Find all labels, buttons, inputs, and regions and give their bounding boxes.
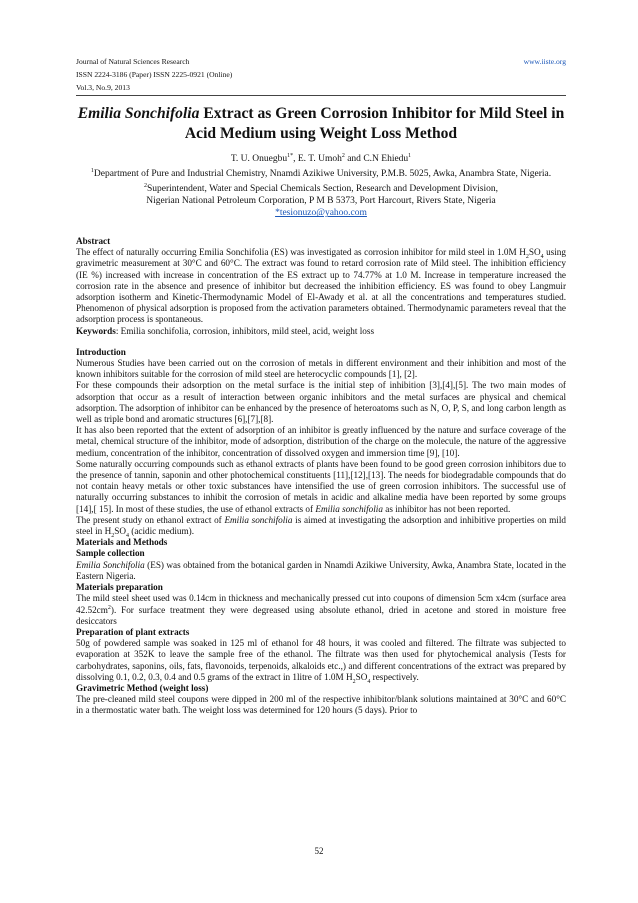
keywords-label: Keywords	[76, 325, 116, 336]
intro-p5-a: The present study on ethanol extract of	[76, 514, 225, 525]
journal-name: Journal of Natural Sciences Research	[76, 57, 190, 66]
keywords-text: : Emilia sonchifolia, corrosion, inhibitors, mild steel, acid, weight loss	[115, 325, 375, 336]
sample-italic: Emilia Sonchifolia	[76, 559, 145, 570]
sub: 4	[125, 532, 129, 539]
materials-prep-text	[76, 593, 566, 627]
affiliation-2-line1: Superintendent, Water and Special Chemicals Section, Research and Development Division,	[147, 184, 498, 195]
introduction-heading: Introduction	[76, 346, 126, 357]
paper-body	[76, 236, 566, 717]
title-rest: Extract as Green Corrosion Inhibitor for Mild Steel in Acid Medium using Weight Loss Method	[184, 105, 565, 142]
intro-p5-italic: Emilia sonchifolia	[224, 514, 293, 525]
intro-paragraph-5	[76, 515, 566, 537]
affiliation-2	[76, 180, 566, 195]
materials-text-2: ). For surface treatment they were degreased using absolute ethanol, dried in acetone and stored in moisture free desiccators	[76, 604, 566, 626]
sub: 4	[540, 254, 544, 261]
header-divider	[76, 95, 566, 96]
sub: 2	[111, 532, 115, 539]
plant-extracts-text	[76, 638, 566, 683]
plant-text-2: SO	[355, 671, 368, 682]
intro-paragraph-4	[76, 459, 566, 515]
title-italic: Emilia Sonchifolia	[77, 105, 200, 122]
affiliation-1	[76, 165, 566, 180]
intro-p5-b: is aimed at investigating the adsorption and inhibitive properties on mild steel in H	[76, 514, 566, 537]
materials-prep-heading: Materials preparation	[76, 582, 163, 593]
page-number: 52	[314, 846, 324, 856]
affiliation-2-line2: Nigerian National Petroleum Corporation, P M B 5373, Port Harcourt, Rivers State, Nigeria	[146, 196, 496, 207]
issn-line: ISSN 2224-3186 (Paper) ISSN 2225-0921 (Online)	[76, 70, 233, 79]
intro-p5-c: SO	[114, 526, 126, 537]
author-2: E. T. Umoh	[297, 154, 342, 165]
abstract-heading: Abstract	[76, 236, 111, 246]
plant-text-3: respectively.	[370, 671, 419, 682]
keywords-line	[76, 326, 566, 337]
volume-line: Vol.3, No.9, 2013	[76, 83, 130, 92]
abstract-text-3: using gravimetric measurement at 30°C and 60°C. The extract was found to retard corrosion rate of Mild steel. The inhibition efficiency (IE %) increased with increase in concentration of the ES extract up to 74.77% at 1.0 M. Increase in temperature increased the corrosion rate in the absence and presence of inhibitor but decreased the inhibition efficiency. ES was found to obey Langmuir adsorption isotherm and Kinetic-Thermodynamic Model of El-Awady et al. at all the concentrations and temperatures studied. Phenomenon of physical adsorption is proposed from the activation parameters obtained. Thermodynamic parameters reveal that the adsorption process is spontaneous.	[76, 247, 566, 325]
author-3: C.N Ehiedu	[363, 154, 409, 165]
methods-heading: Materials and Methods	[76, 537, 168, 548]
author-1-sup: 1*	[287, 153, 294, 159]
intro-paragraph-2: For these compounds their adsorption on the metal surface is the initial step of inhibition [3],[4],[5]. The two main modes of adsorption that occur as a result of interaction between organic inhibitors and the metal surfaces are physical and chemical adsorption. The adsorption of inhibitor can be enhanced by the presence of heteroatoms such as N, O, P, S, and long carbon length as well as triple bond and aromatic structures [6],[7],[8].	[76, 380, 566, 425]
abstract-text-1: The effect of naturally occurring Emilia Sonchifolia (ES) was investigated as corrosion inhibitor for mild steel in 1.0M H	[76, 247, 526, 258]
author-1: T. U. Onuegbu	[230, 154, 288, 165]
abstract-text	[76, 247, 566, 325]
materials-text-1: The mild steel sheet used was 0.14cm in thickness and mechanically pressed cut into coupons of dimension 5cm x4cm (surface area 42.52cm	[76, 593, 566, 615]
paper-title	[76, 104, 566, 144]
spacer	[76, 337, 566, 347]
author-2-sup: 2	[341, 153, 345, 159]
intro-p5-d: (acidic medium).	[128, 526, 195, 537]
author-3-sup: 1	[408, 153, 412, 159]
sample-text: (ES) was obtained from the botanical garden in Nnamdi Azikiwe University, Awka, Anambra State, located in the Eastern Nigeria.	[76, 559, 566, 581]
corresponding-email-link[interactable]: *tesionuzo@yahoo.com	[275, 208, 367, 219]
abstract-text-2: SO	[528, 247, 541, 258]
sub: 2	[352, 678, 356, 685]
sup: 2	[107, 604, 111, 611]
journal-website-link[interactable]: www.iiste.org	[523, 57, 566, 66]
sub: 4	[367, 678, 371, 685]
sample-collection-text	[76, 560, 566, 582]
journal-header	[76, 55, 566, 94]
sample-collection-heading: Sample collection	[76, 548, 145, 559]
plant-extracts-heading: Preparation of plant extracts	[76, 626, 190, 637]
intro-p4-end: as inhibitor has not been reported.	[382, 503, 511, 514]
gravimetric-heading: Gravimetric Method (weight loss)	[76, 682, 209, 693]
gravimetric-text: The pre-cleaned mild steel coupons were dipped in 200 ml of the respective inhibitor/blank solutions maintained at 30°C and 60°C in a thermostatic water bath. The weight loss was determined for 120 hours (5 days). Prior to	[76, 694, 566, 716]
affiliation-1-text: Department of Pure and Industrial Chemistry, Nnamdi Azikiwe University, P.M.B. 5025, Awka, Anambra State, Nigeria.	[93, 169, 552, 180]
intro-paragraph-1: Numerous Studies have been carried out on the corrosion of metals in different environment and their inhibition and most of the known inhibitors suitable for the corrosion of mild steel are heterocyclic compounds [1], [2].	[76, 358, 566, 380]
plant-text-1: 50g of powdered sample was soaked in 125 ml of ethanol for 48 hours, it was cooled and filtered. The filtrate was subjected to evaporation at 352K to leave the sample free of the ethanol. The filtrate was then used for phytochemical analysis (Tests for carbohydrates, saponins, oils, fats, flavonoids, terpenoids, alkaloids etc.,) and different concentrations of the extract was prepared by dissolving 0.1, 0.2, 0.3, 0.4 and 0.5 grams of the extract in 1litre of 1.0M H	[76, 638, 566, 682]
intro-p4-italic: Emilia sonchifolia	[315, 503, 383, 514]
sub: 2	[525, 254, 529, 261]
intro-paragraph-3: It has also been reported that the extent of adsorption of an inhibitor is greatly influenced by the nature and surface coverage of the metal, chemical structure of the inhibitor, mode of adsorption, distribution of the charge on the molecule, the nature of the aggressive medium, concentration of the inhibitor, concentration of dissolved oxygen and immersion time [9], [10].	[76, 425, 566, 458]
author-names: T. U. Onuegbu$^{1*}$, E. T. Umoh$^2$ and C.N Ehiedu$^1$	[230, 153, 412, 165]
affiliation-1-sup: 1	[90, 168, 94, 175]
intro-p4-text: Some naturally occurring compounds such as ethanol extracts of plants have been found to be good green corrosion inhibitors due to the presence of tannin, saponin and other photochemical constituents [11],[12],[13]. The needs for biodegradable compounds that do not contain heavy metals or other toxic substances have intensified the use of green corrosion inhibitors. The successful use of naturally occurring substances to inhibit the corrosion of metals in acidic and alkaline media have been reported by some groups [14],[ 15]. In most of these studies, the use of ethanol extracts of	[76, 458, 566, 514]
affiliation-2-sup: 2	[144, 183, 147, 190]
author-block	[76, 150, 566, 219]
